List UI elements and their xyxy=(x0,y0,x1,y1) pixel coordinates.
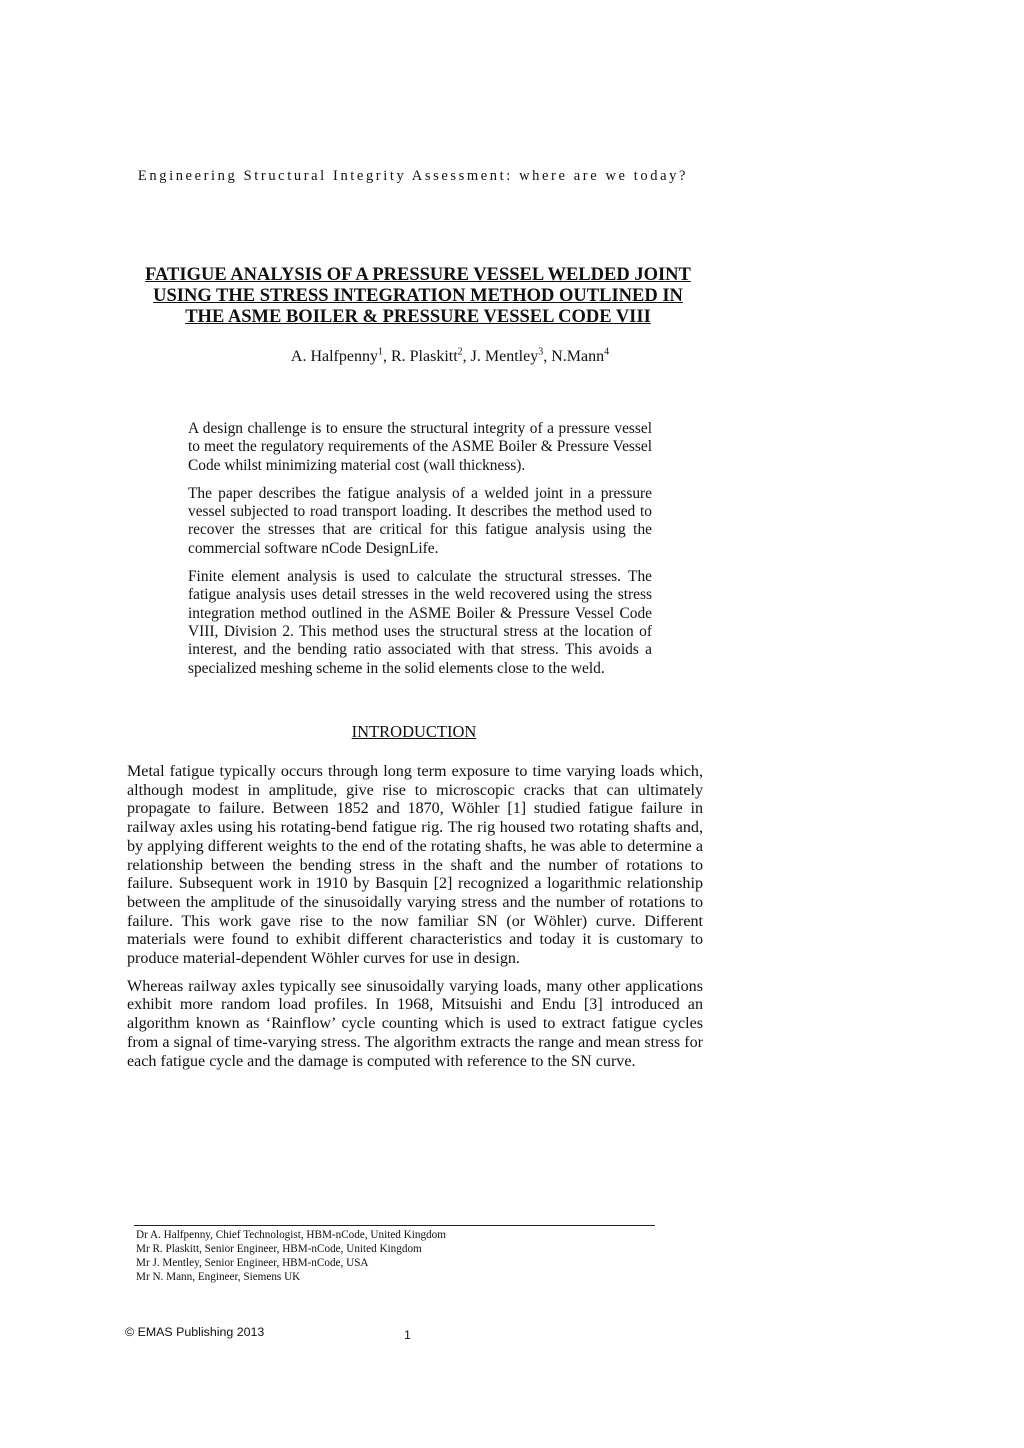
abstract-paragraph: A design challenge is to ensure the structural integrity of a pressure vessel to meet the regulatory requirements of the ASME Boiler & Pressure Vessel Code whilst minimizing material cost (wall thickness). xyxy=(188,420,652,474)
author-affiliation-marker: 4 xyxy=(604,346,610,358)
footnote: Mr R. Plaskitt, Senior Engineer, HBM-nCode, United Kingdom xyxy=(136,1243,422,1255)
abstract-paragraph: The paper describes the fatigue analysis of a welded joint in a pressure vessel subjected to road transport loading. It describes the method used to recover the stresses that are critical for this fatigue analysis using the commercial software nCode DesignLife. xyxy=(188,484,652,557)
section-heading-introduction: INTRODUCTION xyxy=(351,722,477,741)
introduction-body xyxy=(127,763,703,1080)
paper-title xyxy=(110,265,726,328)
page-number: 1 xyxy=(404,1328,411,1342)
title-line: USING THE STRESS INTEGRATION METHOD OUTLINED IN xyxy=(153,286,683,306)
title-line: THE ASME BOILER & PRESSURE VESSEL CODE VIII xyxy=(185,307,651,327)
copyright-notice: © EMAS Publishing 2013 xyxy=(125,1325,265,1339)
title-line: FATIGUE ANALYSIS OF A PRESSURE VESSEL WELDED JOINT xyxy=(145,265,691,285)
running-head: Engineering Structural Integrity Assessment: where are we today? xyxy=(137,168,689,184)
abstract xyxy=(188,420,652,688)
author-separator: , xyxy=(462,348,471,365)
author-list xyxy=(0,348,900,366)
abstract-paragraph: Finite element analysis is used to calculate the structural stresses. The fatigue analysis uses detail stresses in the weld recovered using the stress integration method outlined in the ASME Boiler & Pressure Vessel Code VIII, Division 2. This method uses the structural stress at the location of interest, and the bending ratio associated with that stress. This avoids a specialized meshing scheme in the solid elements close to the weld. xyxy=(188,568,652,677)
body-paragraph: Metal fatigue typically occurs through long term exposure to time varying loads which, although modest in amplitude, give rise to microscopic cracks that can ultimately propagate to failure. Between 1852 and 1870, Wöhler [1] studied fatigue failure in railway axles using his rotating-bend fatigue rig. The rig housed two rotating shafts and, by applying different weights to the end of the rotating shafts, he was able to determine a relationship between the bending stress in the shaft and the number of rotations to failure. Subsequent work in 1910 by Basquin [2] recognized a logarithmic relationship between the amplitude of the sinusoidally varying stress and the number of rotations to failure. This work gave rise to the now familiar SN (or Wöhler) curve. Different materials were found to exhibit different characteristics and today it is customary to produce material-dependent Wöhler curves for use in design. xyxy=(127,763,703,968)
author-name: J. Mentley xyxy=(470,348,539,365)
footnote: Mr N. Mann, Engineer, Siemens UK xyxy=(136,1271,301,1283)
footnote: Mr J. Mentley, Senior Engineer, HBM-nCode, USA xyxy=(136,1257,369,1269)
author-name: A. Halfpenny xyxy=(290,348,378,365)
body-paragraph: Whereas railway axles typically see sinusoidally varying loads, many other applications exhibit more random load profiles. In 1968, Mitsuishi and Endu [3] introduced an algorithm known as ‘Rainflow’ cycle counting which is used to extract fatigue cycles from a signal of time-varying stress. The algorithm extracts the range and mean stress for each fatigue cycle and the damage is computed with reference to the SN curve. xyxy=(127,977,703,1070)
author-separator: , xyxy=(543,348,552,365)
author-name: R. Plaskitt xyxy=(390,348,458,365)
author-name: N.Mann xyxy=(551,348,605,365)
footnote-divider xyxy=(134,1225,655,1226)
footnotes xyxy=(136,1228,446,1284)
author-separator: , xyxy=(382,348,391,365)
author-affiliation-marker: 3 xyxy=(538,346,544,358)
author-affiliation-marker: 1 xyxy=(377,346,383,358)
author-affiliation-marker: 2 xyxy=(457,346,463,358)
footnote: Dr A. Halfpenny, Chief Technologist, HBM-nCode, United Kingdom xyxy=(136,1229,446,1241)
